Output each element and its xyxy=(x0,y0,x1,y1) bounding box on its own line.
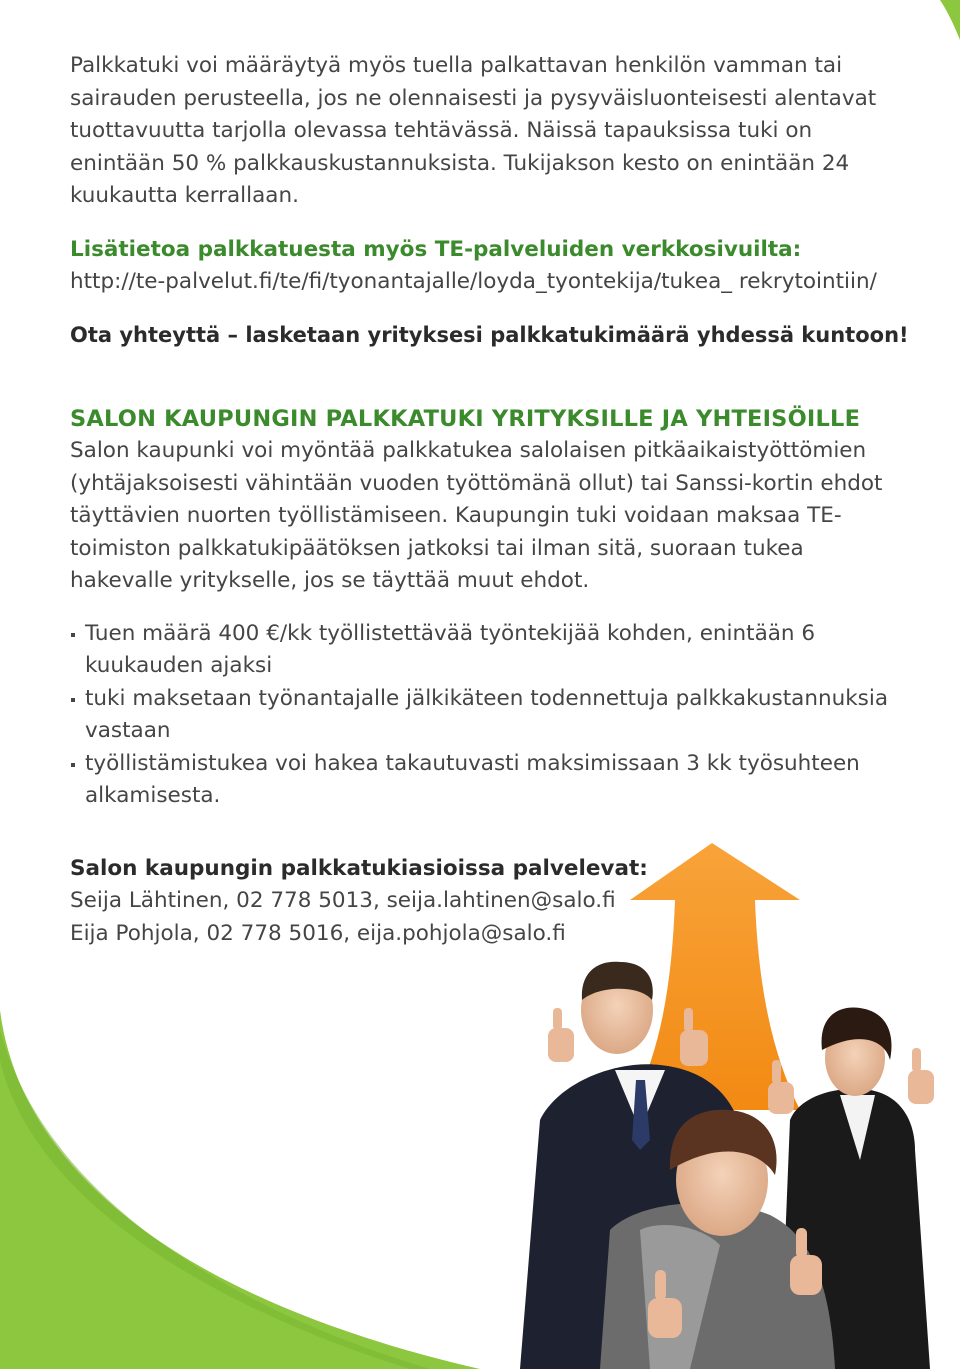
document-content xyxy=(70,50,910,950)
contacts-title: Salon kaupungin palkkatukiasioissa palvelevat: xyxy=(70,855,648,881)
list-item: Tuen määrä 400 €/kk työllistettävää työntekijää kohden, enintään 6 kuukauden ajaksi xyxy=(70,618,910,683)
city-section-heading: SALON KAUPUNGIN PALKKATUKI YRITYKSILLE JA YHTEISÖILLE xyxy=(70,406,861,432)
benefit-list xyxy=(70,618,910,813)
green-swoosh xyxy=(0,1010,480,1369)
more-info-label: Lisätietoa palkkatuesta myös TE-palveluiden verkkosivuilta: xyxy=(70,236,802,262)
top-right-green-shape xyxy=(940,0,960,40)
intro-paragraph: Palkkatuki voi määräytyä myös tuella palkattavan henkilön vamman tai sairauden perusteella, jos ne olennaisesti ja pysyväisluonteisesti alentavat tuottavuutta tarjolla olevassa tehtävässä. Näissä tapauksissa tuki on enintään 50 % palkkauskustannuksista. Tukijakson kesto on enintään 24 kuukautta kerrallaan. xyxy=(70,53,877,208)
list-item: tuki maksetaan työnantajalle jälkikäteen todennettuja palkkakustannuksia vastaan xyxy=(70,683,910,748)
list-item: työllistämistukea voi hakea takautuvasti maksimissaan 3 kk työsuhteen alkamisesta. xyxy=(70,748,910,813)
more-info-link[interactable]: http://te-palvelut.fi/te/fi/tyonantajalle/loyda_tyontekija/tukea_ rekrytointiin/ xyxy=(70,269,877,294)
contact-person-2[interactable]: Eija Pohjola, 02 778 5016, eija.pohjola@salo.fi xyxy=(70,920,566,946)
contact-person-1[interactable]: Seija Lähtinen, 02 778 5013, seija.lahtinen@salo.fi xyxy=(70,888,616,913)
call-to-action: Ota yhteyttä – lasketaan yrityksesi palkkatukimäärä yhdessä kuntoon! xyxy=(70,322,909,347)
city-section-paragraph: Salon kaupunki voi myöntää palkkatukea salolaisen pitkäaikaistyöttömien (yhtäjaksoisesti vähintään vuoden työttömänä ollut) tai Sanssi-kortin ehdot täyttävien nuorten työllistämiseen. Kaupungin tuki voidaan maksaa TE-toimiston palkkatukipäätöksen jatkoksi tai ilman sitä, suoraan tukea hakevalle yritykselle, jos se täyttää muut ehdot. xyxy=(70,438,883,593)
